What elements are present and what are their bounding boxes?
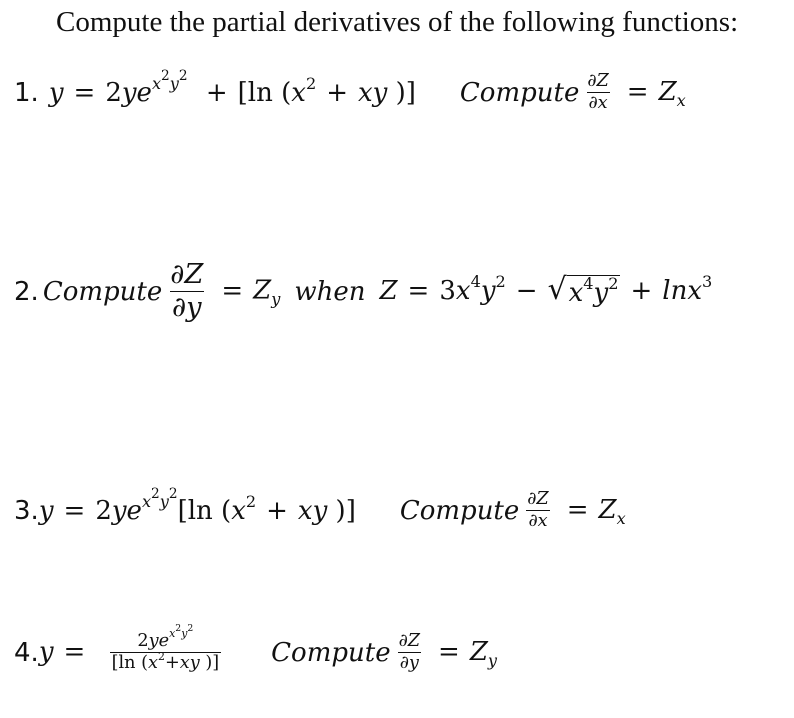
compute-label: Compute: [459, 77, 580, 108]
compute-label: Compute: [42, 276, 163, 307]
problem-equation: $y = 2ye^{x^2y^2} + [\ln$ ($x^2$ + xy )]: [48, 68, 416, 108]
problem-3: [14, 486, 626, 532]
compute-label: Compute: [271, 637, 391, 668]
problem-1: [14, 68, 686, 114]
when-label: when: [294, 276, 366, 307]
derivative-target: $\frac{\partial Z}{\partial y}$ = $Z_y$: [170, 259, 281, 324]
problem-2: [14, 260, 712, 323]
problem-number: 3.: [14, 495, 39, 526]
compute-label: Compute: [399, 495, 520, 526]
problem-number: 2.: [14, 276, 39, 307]
problem-equation: $y = 2ye^{x^2y^2}[\ln$ ($x^2$ + xy )]: [38, 486, 356, 526]
derivative-target: $\frac{\partial Z}{\partial x}$ = $Z_x$: [587, 71, 686, 114]
problem-4: [14, 623, 497, 674]
problem-equation: $Z = 3x^4y^2$ − √ $x^4y^2$ + lnx$^3$: [379, 271, 713, 309]
problem-number: 1.: [14, 77, 39, 108]
page-title: Compute the partial derivatives of the following functions:: [56, 6, 739, 38]
problem-equation: y = $\frac{2ye^{x^2y^2}}{[\ln (x^2+xy )]}$: [38, 623, 220, 674]
derivative-target: $\frac{\partial Z}{\partial x}$ = $Z_x$: [527, 489, 626, 532]
derivative-target: $\frac{\partial Z}{\partial y}$ = $Z_y$: [398, 631, 497, 674]
problem-number: 4.: [14, 637, 39, 668]
